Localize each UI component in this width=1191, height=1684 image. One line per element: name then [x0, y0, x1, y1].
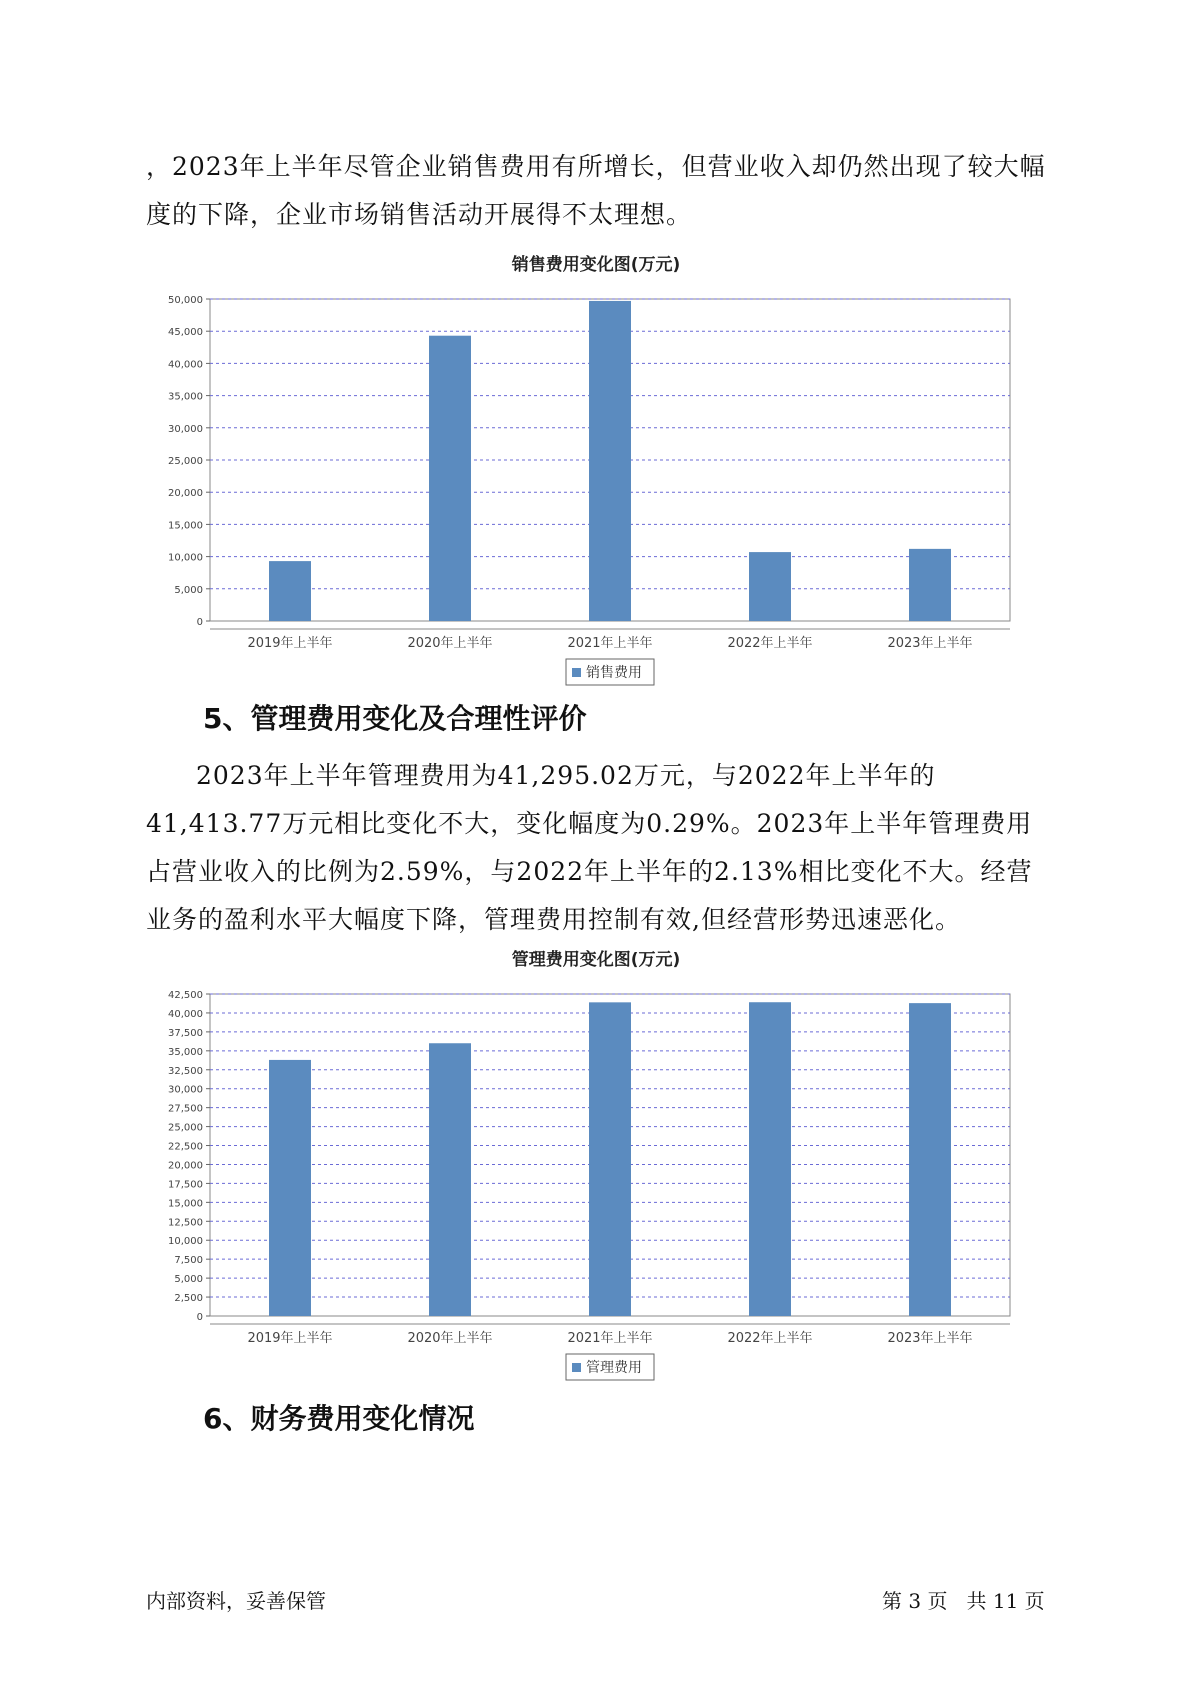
x-tick-label: 2023年上半年	[887, 1331, 973, 1346]
y-tick-label: 25,000	[168, 456, 203, 467]
y-tick-label: 0	[196, 1312, 203, 1323]
bar	[749, 1002, 791, 1316]
y-tick-label: 37,500	[168, 1027, 203, 1039]
y-tick-label: 5,000	[174, 584, 203, 596]
y-tick-label: 40,000	[168, 359, 203, 371]
y-tick-label: 17,500	[168, 1179, 203, 1191]
legend-swatch	[572, 1363, 581, 1372]
bar	[909, 549, 951, 621]
y-tick-label: 20,000	[168, 1160, 203, 1172]
y-tick-label: 5,000	[174, 1274, 203, 1286]
bar	[429, 336, 471, 621]
x-tick-label: 2020年上半年	[407, 636, 493, 651]
y-tick-label: 15,000	[168, 520, 203, 532]
x-tick-label: 2023年上半年	[887, 636, 973, 651]
y-tick-label: 10,000	[168, 1236, 203, 1248]
admin-expense-chart-svg	[146, 970, 1046, 1390]
section-5-paragraph: 2023年上半年管理费用为41,295.02万元，与2022年上半年的41,413.77万元相比变化不大，变化幅度为0.29%。2023年上半年管理费用占营业收入的比例为2.59%，与2022年上半年的2.13%相比变化不大。经营业务的盈利水平大幅度下降，管理费用控制有效,但经营形势迅速恶化。	[146, 761, 1033, 934]
chart-title: 管理费用变化图(万元)	[511, 950, 681, 970]
y-tick-label: 30,000	[168, 423, 203, 435]
bar	[269, 561, 311, 621]
bar	[749, 552, 791, 621]
admin-expense-chart	[146, 945, 1046, 1394]
sales-expense-chart	[146, 250, 1046, 699]
y-tick-label: 25,000	[168, 1122, 203, 1134]
y-tick-label: 2,500	[174, 1293, 203, 1305]
x-tick-label: 2021年上半年	[567, 1331, 653, 1346]
y-tick-label: 20,000	[168, 488, 203, 500]
y-tick-label: 15,000	[168, 1198, 203, 1210]
x-tick-label: 2019年上半年	[247, 636, 333, 651]
x-tick-label: 2022年上半年	[727, 636, 813, 651]
footer-confidential-note: 内部资料，妥善保管	[146, 1589, 326, 1613]
y-tick-label: 12,500	[168, 1217, 203, 1229]
y-tick-label: 50,000	[168, 295, 203, 306]
legend-label: 销售费用	[586, 665, 642, 681]
legend-label: 管理费用	[586, 1360, 642, 1376]
footer-page-number: 第 3 页 共 11 页	[882, 1589, 1045, 1613]
bar	[909, 1003, 951, 1316]
section-6-heading: 6、财务费用变化情况	[203, 1402, 475, 1435]
bar	[589, 1002, 631, 1316]
y-tick-label: 35,000	[168, 391, 203, 403]
section-5-heading: 5、管理费用变化及合理性评价	[203, 702, 587, 735]
intro-paragraph: ，2023年上半年尽管企业销售费用有所增长，但营业收入却仍然出现了较大幅度的下降，企业市场销售活动开展得不太理想。	[146, 152, 1046, 229]
y-tick-label: 27,500	[168, 1103, 203, 1115]
bar	[429, 1043, 471, 1316]
x-tick-label: 2021年上半年	[567, 636, 653, 651]
sales-expense-chart-svg	[146, 275, 1046, 695]
x-tick-label: 2022年上半年	[727, 1331, 813, 1346]
y-tick-label: 45,000	[168, 327, 203, 339]
x-tick-label: 2019年上半年	[247, 1331, 333, 1346]
y-tick-label: 22,500	[168, 1141, 203, 1153]
bar	[589, 301, 631, 621]
y-tick-label: 0	[196, 617, 203, 628]
y-tick-label: 7,500	[174, 1255, 203, 1267]
legend-swatch	[572, 668, 581, 677]
y-tick-label: 10,000	[168, 552, 203, 564]
bar	[269, 1060, 311, 1316]
chart-title: 销售费用变化图(万元)	[511, 255, 681, 275]
y-tick-label: 40,000	[168, 1008, 203, 1020]
y-tick-label: 30,000	[168, 1084, 203, 1096]
x-tick-label: 2020年上半年	[407, 1331, 493, 1346]
y-tick-label: 35,000	[168, 1046, 203, 1058]
y-tick-label: 42,500	[168, 990, 203, 1001]
y-tick-label: 32,500	[168, 1065, 203, 1077]
